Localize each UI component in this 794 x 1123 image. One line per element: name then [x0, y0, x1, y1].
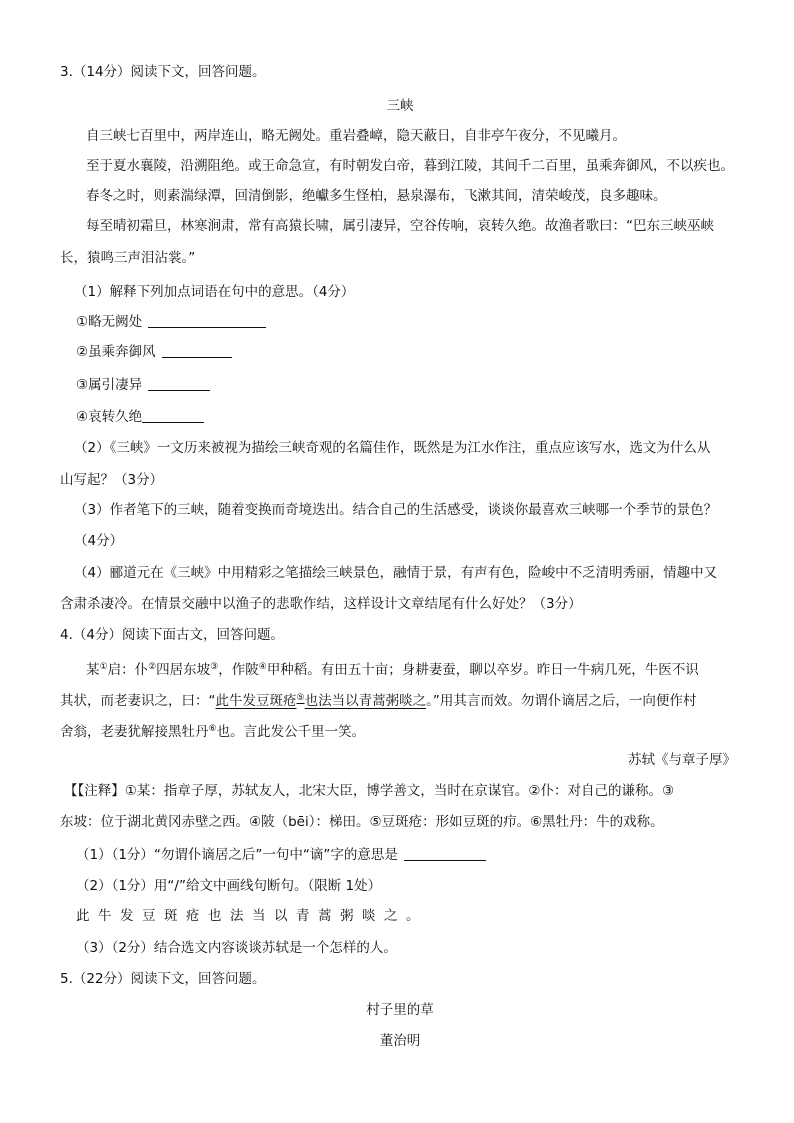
- q4-sub1: （1）（1分）“勿谓仆谪居之后”一句中“谪”字的意思是: [76, 845, 756, 865]
- q4-sub3: （3）（2分）结合选文内容谈谈苏轼是一个怎样的人。: [76, 940, 397, 956]
- q3-para-1: 自三峡七百里中，两岸连山，略无阙处。重岩叠嶂，隐天蔽日，自非亭午夜分，不见曦月。: [86, 128, 626, 144]
- q3-para-4a: 每至晴初霜旦，林寒涧肃，常有高猿长啸，属引凄异，空谷传响，哀转久绝。故渔者歌曰：“巴东三峡巫峡: [86, 218, 714, 234]
- q4-spaced-sentence: 此牛发豆斑疮也法当以青蒿粥啖之。: [76, 908, 428, 924]
- answer-blank-1[interactable]: [148, 313, 266, 328]
- answer-blank-3[interactable]: [148, 376, 210, 391]
- q4-note-line-2: 东坡：位于湖北黄冈赤壁之西。④陂（bēi）：梯田。⑤豆斑疮：形如豆斑的疖。⑥黑牡丹：牛的戏称。: [60, 814, 664, 830]
- q4-sub2: （2）（1分）用“/”给文中画线句断句。（限断 1处）: [76, 878, 382, 894]
- q3-sub3a: （3）作者笔下的三峡，随着变换而奇境迭出。结合自己的生活感受，谈谈你最喜欢三峡哪一个季节的景色？: [74, 502, 718, 518]
- q3-sub2a: （2）《三峡》一文历来被视为描绘三峡奇观的名篇佳作，既然是为江水作注，重点应该写水，选文为什么从: [74, 440, 711, 456]
- q3-sub3b: （4分）: [74, 533, 124, 549]
- q4-text-line-3: 舍翁，老妻犹解接黑牡丹⑥也。言此发公千里一笑。: [60, 724, 366, 740]
- underlined-sentence: 此牛发豆斑疮: [215, 693, 297, 709]
- q3-item-3: ③属引凄异: [76, 375, 756, 395]
- q5-header: 5.（22分）阅读下文，回答问题。: [60, 971, 266, 987]
- q3-para-2: 至于夏水襄陵，沿溯阻绝。或王命急宣，有时朝发白帝，暮到江陵，其间千二百里，虽乘奔御风，不以疾也。: [86, 158, 734, 174]
- answer-blank-2[interactable]: [162, 343, 232, 358]
- q3-sub1: （1）解释下列加点词语在句中的意思。（4分）: [74, 284, 355, 300]
- q3-item-4: ④哀转久绝: [76, 407, 756, 427]
- q3-sub4a: （4）郦道元在《三峡》中用精彩之笔描绘三峡景色，融情于景，有声有色，险峻中不乏清明秀丽，情趣中又: [74, 565, 718, 581]
- q4-header: 4.（4分）阅读下面古文，回答问题。: [60, 627, 284, 643]
- q3-para-4b: 长，猿鸣三声泪沾裳。”: [60, 250, 196, 266]
- q3-sub4b: 含肃杀凄冷。在情景交融中以渔子的悲歌作结，这样设计文章结尾有什么好处？（3分）: [60, 596, 582, 612]
- q3-header: 3.（14分）阅读下文，回答问题。: [60, 64, 266, 80]
- q5-author: 董治明: [379, 1033, 421, 1049]
- q4-source: 苏轼《与章子厚》: [628, 752, 736, 768]
- answer-blank-5[interactable]: [404, 846, 486, 861]
- q4-note-line-1: 【【注释】①某：指章子厚，苏轼友人，北宋大臣，博学善文，当时在京谋官。②仆：对自己的谦称。③: [64, 783, 675, 799]
- q3-item-2: ②虽乘奔御风: [76, 342, 756, 362]
- q4-text-line-2: 其状，而老妻识之，曰：“此牛发豆斑疮⑤也法当以青蒿粥啖之。”用其言而效。勿谓仆谪居之后，一向便作村: [60, 693, 697, 709]
- answer-blank-4[interactable]: [142, 408, 204, 423]
- q3-sub2b: 山写起？（3分）: [60, 472, 164, 488]
- q3-item-1: ①略无阙处: [76, 312, 756, 332]
- q3-title: 三峡: [386, 98, 414, 114]
- q4-text-line-1: 某①启：仆②四居东坡③，作陂④甲种稻。有田五十亩；身耕妻蚕，聊以卒岁。昨日一牛病几死，牛医不识: [86, 662, 699, 678]
- q3-para-3: 春冬之时，则素湍绿潭，回清倒影，绝巘多生怪柏，悬泉瀑布，飞漱其间，清荣峻茂，良多趣味。: [86, 188, 667, 204]
- q5-title: 村子里的草: [366, 1002, 434, 1018]
